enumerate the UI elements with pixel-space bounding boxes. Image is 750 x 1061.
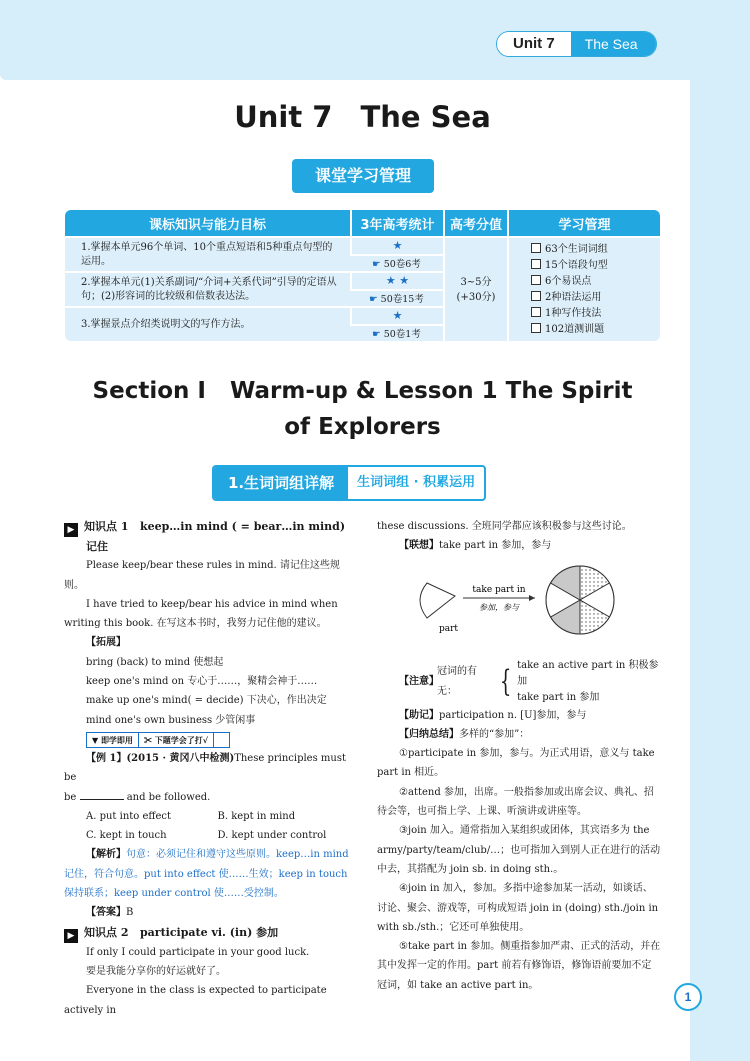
- star-rating: ★: [350, 236, 443, 254]
- exam-count: ☛ 50卷15考: [350, 289, 443, 307]
- expand-label: 【拓展】: [86, 637, 126, 649]
- management-item: 63个生词词组: [531, 242, 660, 258]
- management-item: 102道测训题: [531, 322, 660, 338]
- association: 【联想】take part in 参加，参与: [399, 540, 552, 552]
- option: A. put into effect: [86, 810, 172, 822]
- summary-point: ⑤take part in 参加。侧重指参加严肃、正式的活动，并在其中发挥一定的作用。part 前若有修饰语，修饰语前要加不定冠词，如 take an active part in。: [377, 941, 661, 991]
- goals-table: [65, 210, 660, 341]
- exam-count: ☛ 50卷1考: [350, 324, 443, 342]
- right-column: [377, 517, 661, 995]
- side-band: [690, 0, 750, 1061]
- note: [377, 658, 661, 706]
- example-sentence: If only I could participate in your good luck.: [86, 946, 310, 958]
- header-goals: 课标知识与能力目标: [65, 210, 350, 236]
- arrow-head: [529, 595, 535, 601]
- example-sentence: I have tried to keep/bear his advice in mind when writing this book. 在写这本书时，我努力记住他的建议。: [64, 598, 338, 630]
- checkbox-icon[interactable]: [531, 291, 541, 301]
- continued-text: these discussions. 全班同学都应该积极参与这些讨论。: [377, 521, 632, 532]
- question-cont: be and be followed.: [64, 791, 211, 803]
- note-item: take part in 参加: [517, 691, 600, 703]
- exam-count: ☛ 50卷6考: [350, 254, 443, 272]
- management-list: [507, 236, 660, 341]
- answer: 【答案】B: [86, 907, 134, 919]
- checkbox-icon[interactable]: [531, 243, 541, 253]
- note-items: [517, 658, 661, 706]
- memo: 【助记】participation n. [U]参加，参与: [399, 709, 587, 721]
- example-sentence: 要是我能分享你的好运就好了。: [86, 965, 226, 977]
- goal-text: 1.掌握本单元96个单词、10个重点短语和5种重点句型的运用。: [65, 236, 350, 271]
- knowledge-point-2: ▶ 知识点 2 participate vi. (in) 参加: [64, 923, 349, 943]
- analysis: 【解析】句意：必须记住和遵守这些原则。keep…in mind 记住，符合句意。put into effect 使……生效；keep in touch 保持联系；keep under control 使……受控制。: [64, 849, 349, 900]
- class-management-heading: 课堂学习管理: [292, 159, 434, 193]
- checkbox-icon[interactable]: [531, 275, 541, 285]
- arrow-label-top: take part in: [472, 584, 526, 595]
- score-value: 3~5分: [460, 276, 492, 288]
- pointing-hand-icon: ☛: [372, 329, 381, 341]
- note-lead: 冠词的有无：: [437, 666, 478, 697]
- pointing-hand-icon: ☛: [372, 259, 381, 271]
- play-icon: ▶: [64, 929, 78, 943]
- expand-item: bring (back) to mind 使想起: [86, 656, 224, 668]
- part-label: part: [439, 623, 459, 634]
- note-item: take an active part in 积极参加: [517, 659, 659, 687]
- part-diagram-graphic: [377, 558, 661, 658]
- checkbox-icon[interactable]: [531, 259, 541, 269]
- management-item: 1种写作技法: [531, 306, 660, 322]
- checkbox-icon[interactable]: [531, 323, 541, 333]
- brace-icon: {: [499, 663, 512, 699]
- score-cell: [443, 236, 507, 341]
- pointing-hand-icon: ☛: [369, 294, 378, 306]
- header-management: 学习管理: [507, 210, 660, 236]
- checkbox-icon[interactable]: [531, 307, 541, 317]
- star-rating: ★: [350, 306, 443, 324]
- practice-bar: [86, 732, 349, 748]
- score-bonus: (+30分): [456, 291, 496, 303]
- goal-text: 3.掌握景点介绍类说明文的写作方法。: [65, 306, 350, 341]
- option: D. kept under control: [217, 830, 327, 842]
- unit-name: The Sea: [360, 100, 491, 134]
- unit-number: Unit 7: [234, 100, 333, 134]
- scissors-icon: ✂: [143, 734, 152, 745]
- note-label: 【注意】: [399, 675, 439, 687]
- practice-hint: ✂ 下题学会了打√: [139, 732, 214, 748]
- option: B. kept in mind: [217, 810, 296, 822]
- question: 【例 1】(2015 · 黄冈八中检测)These principles must be: [64, 752, 346, 784]
- management-item: 6个易误点: [531, 274, 660, 290]
- knowledge-point-1: ▶ 知识点 1 keep…in mind ( = bear…in mind): [64, 517, 349, 537]
- example-sentence: Please keep/bear these rules in mind. 请记住这些规则。: [64, 560, 340, 591]
- left-column: [64, 517, 349, 1020]
- arrow-label-bottom: 参加，参与: [479, 602, 519, 612]
- play-icon: ▶: [64, 523, 78, 537]
- unit-tab: [497, 32, 656, 56]
- page-title: [0, 100, 725, 134]
- section-title-line2: of Explorers: [284, 414, 441, 440]
- management-item: 15个语段句型: [531, 258, 660, 274]
- page-number: 1: [674, 983, 702, 1011]
- practice-checkbox[interactable]: [214, 732, 230, 748]
- summary-point: ④join in 加入，参加。多指中途参加某一活动，如谈话、讨论、聚会、游戏等，可构成短语 join in (doing) sth./join in with sb./sth.；它还可单独使用。: [377, 883, 659, 933]
- table-row: [65, 236, 660, 254]
- summary-point: ①participate in 参加，参与。为正式用语，意义与 take part in 相近。: [377, 748, 655, 779]
- header-exam-stats: 3年高考统计: [350, 210, 443, 236]
- example-sentence: Everyone in the class is expected to participate actively in: [64, 985, 327, 1016]
- section-title: [0, 373, 725, 445]
- summary-point: ③join 加入。通常指加入某组织或团体，其宾语多为 the army/party/team/club/…；也可指加入到别人正在进行的活动中去，其搭配为 join sb. in doing sth.。: [377, 825, 661, 875]
- pie-graphic: [546, 566, 614, 634]
- star-rating: ★ ★: [350, 271, 443, 289]
- unit-tab-name: The Sea: [571, 32, 656, 56]
- section-title-line1: Section Ⅰ Warm-up & Lesson 1 The Spirit: [92, 378, 633, 404]
- option: C. kept in touch: [86, 830, 167, 842]
- part-wedge: [420, 583, 455, 618]
- part-diagram: [377, 558, 661, 658]
- expand-item: keep one's mind on 专心于……，聚精会神于……: [86, 676, 318, 688]
- summary-point: ②attend 参加，出席。一般指参加或出席会议、典礼、招待会等，也可指上学、上课、听演讲或讲座等。: [377, 786, 654, 818]
- expand-item: make up one's mind( = decide) 下决心，作出决定: [86, 695, 327, 707]
- answer-blank[interactable]: [80, 790, 124, 800]
- kp1-meaning: 记住: [86, 540, 108, 553]
- vocab-banner: [212, 465, 486, 501]
- summary: 【归纳总结】多样的“参加”：: [399, 728, 530, 740]
- goals-table-header: [65, 210, 660, 236]
- goal-text: 2.掌握本单元(1)关系副词/“介词+关系代词”引导的定语从句；(2)形容词的比较级和倍数表达法。: [65, 271, 350, 306]
- options: [64, 807, 349, 846]
- expand-item: mind one's own business 少管闲事: [86, 714, 256, 726]
- header-score: 高考分值: [443, 210, 507, 236]
- management-item: 2种语法运用: [531, 290, 660, 306]
- unit-tab-number: Unit 7: [497, 32, 571, 56]
- vocab-banner-subtitle: 生词词组 · 积累运用: [357, 475, 476, 490]
- vocab-banner-title: 1.生词词组详解: [214, 467, 348, 499]
- practice-label: ▼ 即学即用: [86, 732, 139, 748]
